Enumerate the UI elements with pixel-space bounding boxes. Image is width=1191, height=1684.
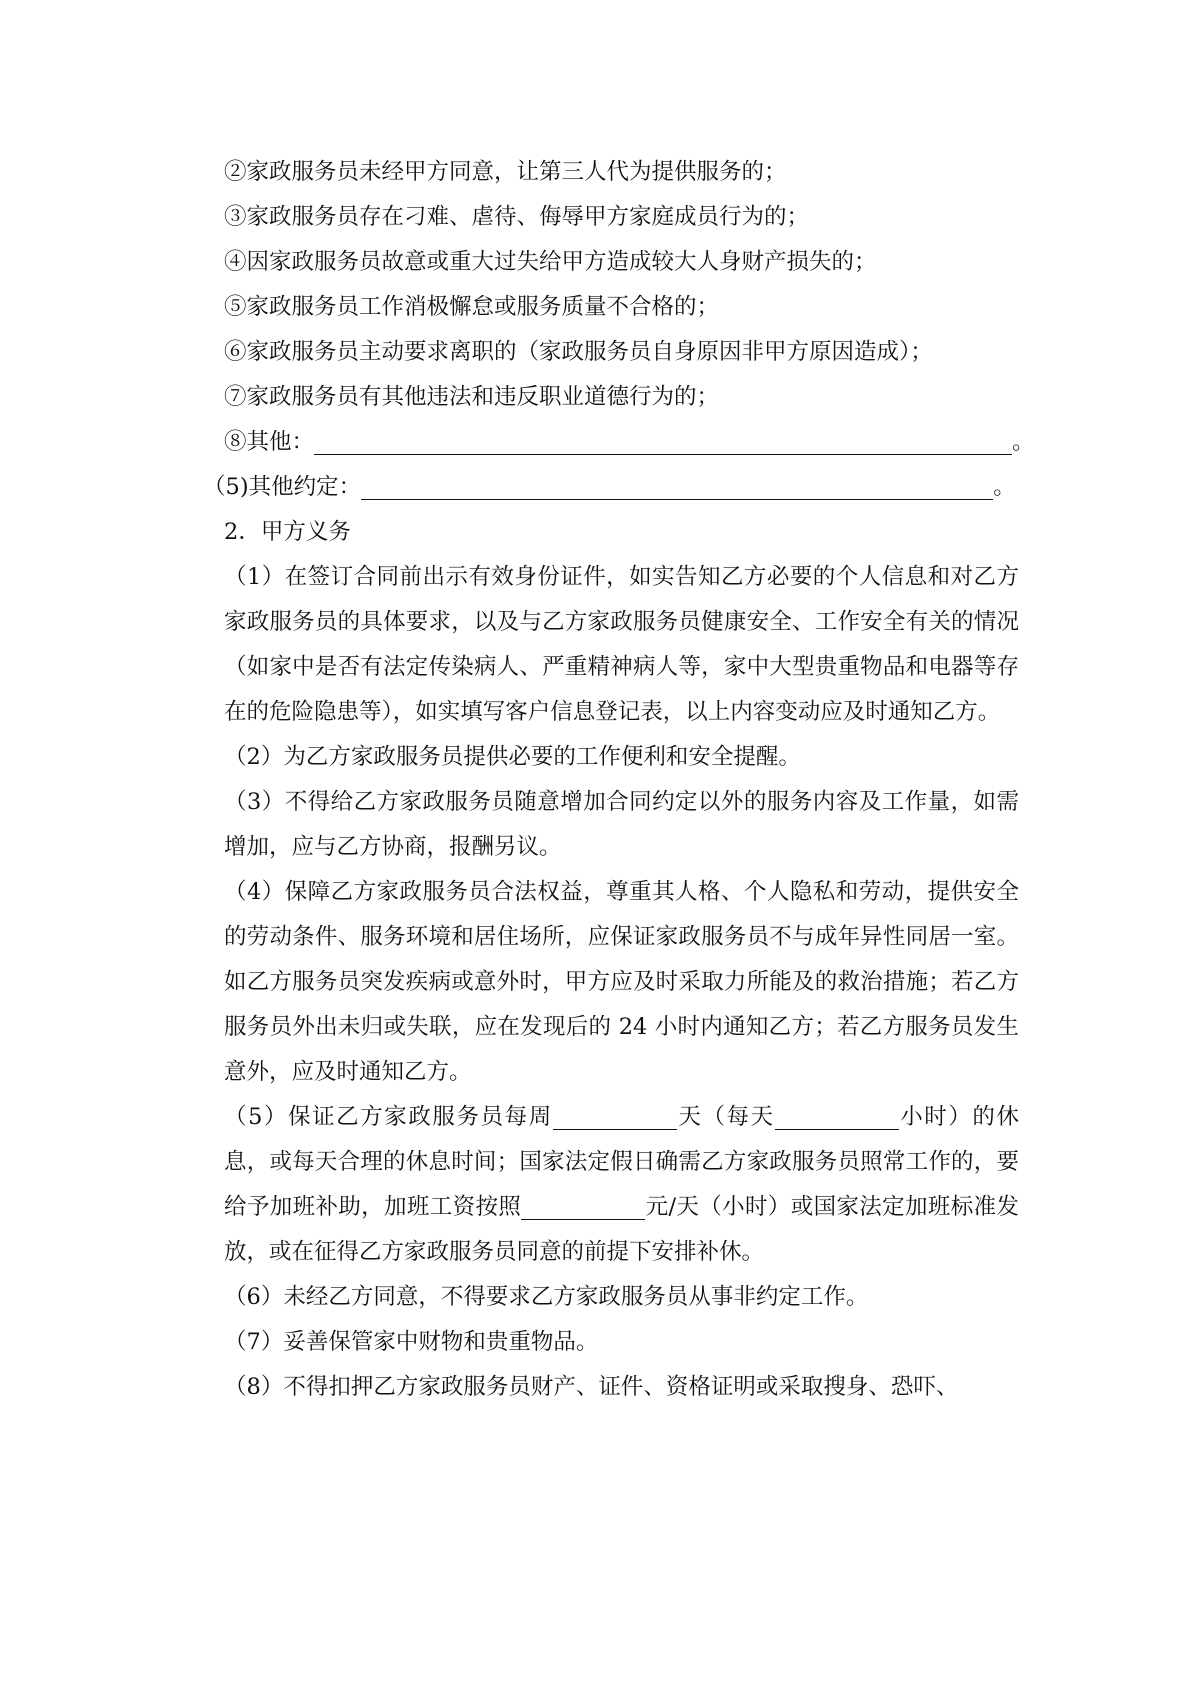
item-2: ②家政服务员未经甲方同意，让第三人代为提供服务的；	[224, 159, 787, 185]
other-agreement	[179, 465, 1019, 510]
clause-5-text-d: 元/天（小时）或国家法定加班标准发放，或在征得乙方家政服务员同意的前提下安排补休。	[224, 1194, 1019, 1265]
section-title: 2．甲方义务	[224, 519, 351, 545]
clause-2: （2）为乙方家政服务员提供必要的工作便利和安全提醒。	[224, 744, 801, 770]
clause-4: （4）保障乙方家政服务员合法权益，尊重其人格、个人隐私和劳动，提供安全的劳动条件、服务环境和居住场所，应保证家政服务员不与成年异性同居一室。如乙方服务员突发疾病或意外时，甲方应及时采取力所能及的救治措施；若乙方服务员外出未归或失联，应在发现后的 24 小时内通知乙方；若乙方服务员发生意外，应及时通知乙方。	[224, 879, 1019, 1085]
item-3: ③家政服务员存在刁难、虐待、侮辱甲方家庭成员行为的；	[224, 204, 810, 230]
clause-5	[179, 1095, 1019, 1275]
clause-5-text-b: 天（每天	[676, 1104, 775, 1130]
other-agreement-label: （5)其他约定：	[203, 474, 362, 500]
clause-6: （6）未经乙方同意，不得要求乙方家政服务员从事非约定工作。	[224, 1284, 869, 1310]
clause-5-text-c: 小时）的休息，或每天合理的休息时间；国家法定假日确需乙方家政服务员照常工作的，要给予加班补助，加班工资按照	[224, 1104, 1019, 1220]
clause-3: （3）不得给乙方家政服务员随意增加合同约定以外的服务内容及工作量，如需增加，应与乙方协商，报酬另议。	[224, 789, 1019, 860]
item-8-blank[interactable]	[314, 426, 1012, 455]
item-4: ④因家政服务员故意或重大过失给甲方造成较大人身财产损失的；	[224, 249, 877, 275]
other-agreement-blank[interactable]	[361, 471, 993, 500]
item-8-label: ⑧其他：	[224, 429, 315, 455]
clause-7: （7）妥善保管家中财物和贵重物品。	[224, 1329, 599, 1355]
document-page	[179, 150, 1035, 1410]
item-5: ⑤家政服务员工作消极懈怠或服务质量不合格的；	[224, 294, 720, 320]
rest-days-blank[interactable]	[553, 1101, 677, 1130]
rest-hours-blank[interactable]	[775, 1101, 899, 1130]
item-7: ⑦家政服务员有其他违法和违反职业道德行为的；	[224, 384, 720, 410]
item-8-end: 。	[1012, 429, 1035, 455]
overtime-wage-blank[interactable]	[521, 1191, 645, 1220]
item-8	[179, 420, 1035, 465]
other-agreement-end: 。	[993, 474, 1016, 500]
clause-5-text-a: （5）保证乙方家政服务员每周	[224, 1104, 553, 1130]
clause-1: （1）在签订合同前出示有效身份证件，如实告知乙方必要的个人信息和对乙方家政服务员的具体要求，以及与乙方家政服务员健康安全、工作安全有关的情况（如家中是否有法定传染病人、严重精神病人等，家中大型贵重物品和电器等存在的危险隐患等），如实填写客户信息登记表，以上内容变动应及时通知乙方。	[224, 564, 1019, 725]
item-6: ⑥家政服务员主动要求离职的（家政服务员自身原因非甲方原因造成）；	[224, 339, 933, 365]
clause-8: （8）不得扣押乙方家政服务员财产、证件、资格证明或采取搜身、恐吓、	[224, 1374, 959, 1400]
